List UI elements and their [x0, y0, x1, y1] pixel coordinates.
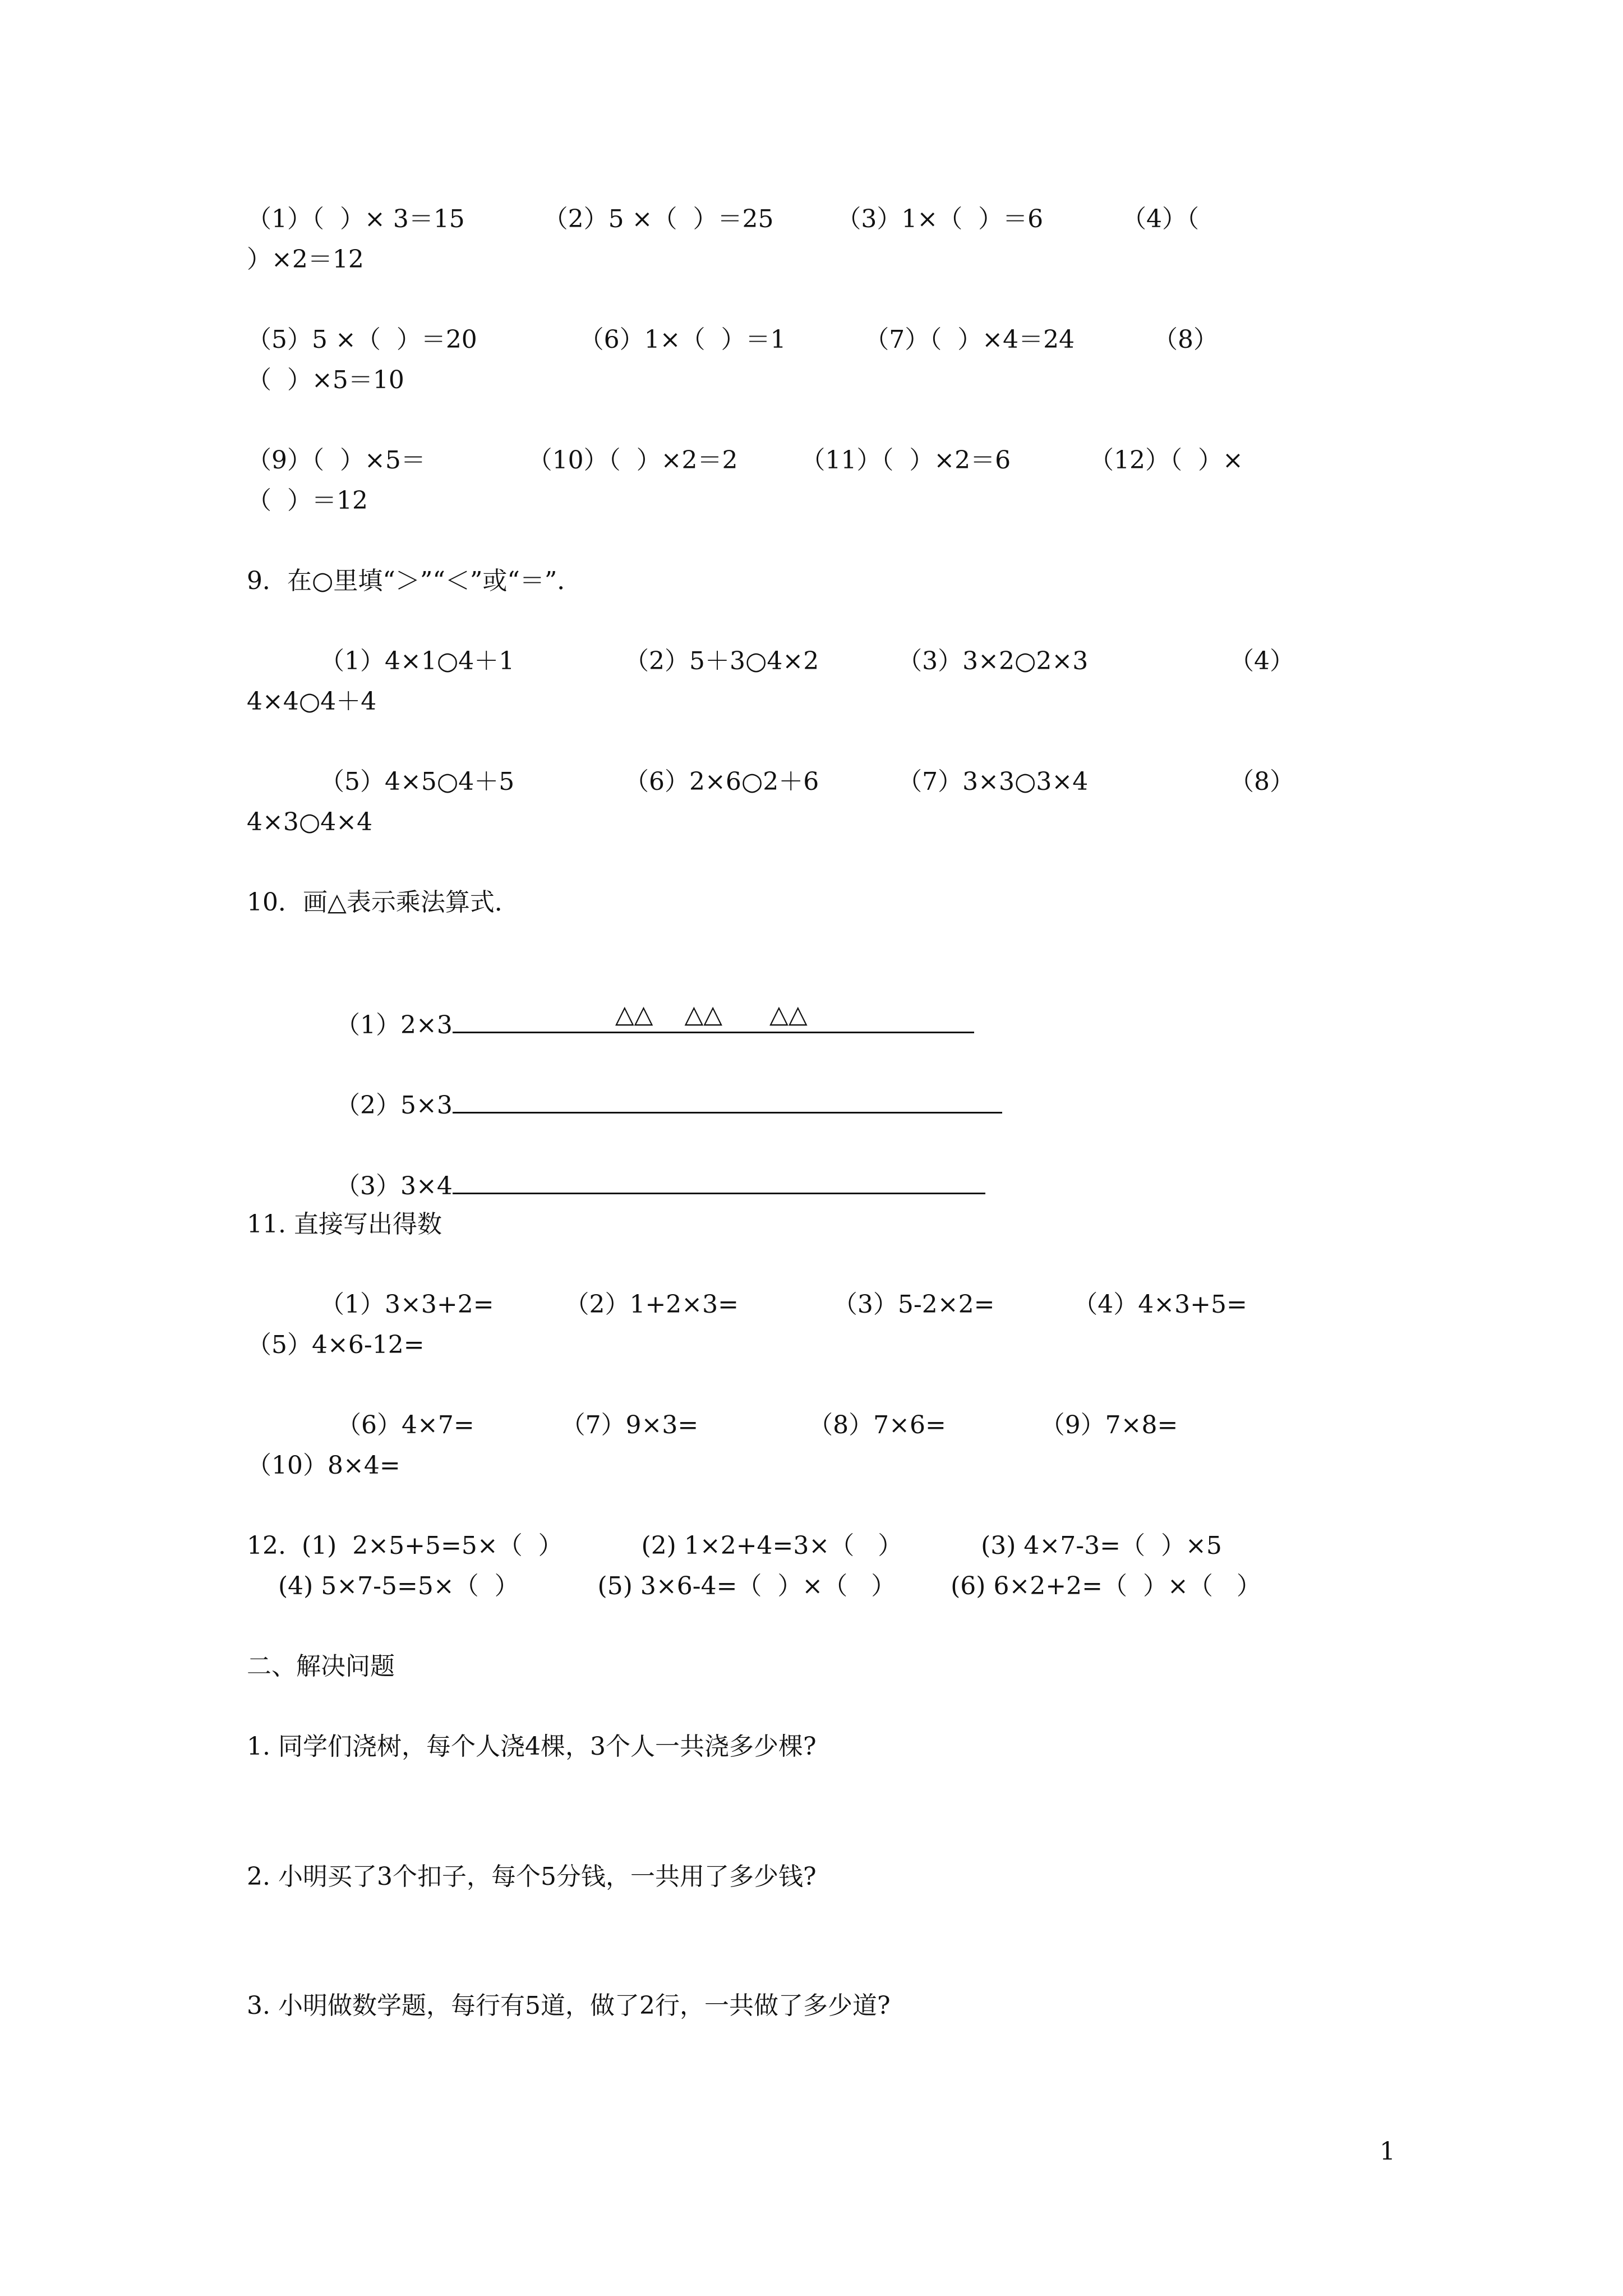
q10-title: 10．画△表示乘法算式．	[247, 888, 519, 917]
q10-item-1-answer-line[interactable]	[453, 1000, 974, 1033]
part2-title: 二、解决问题	[247, 1652, 395, 1681]
page-number: 1	[1380, 2137, 1395, 2166]
q10-item-2-answer-line[interactable]	[453, 1084, 1002, 1114]
q9-row-1-line-1: （1）4×1○4＋1 （2）5＋3○4×2 （3）3×2○2×3 （4）	[320, 647, 1294, 675]
fill-row-2-line-1: （5）5 ×（ ）＝20 （6）1×（ ）＝1 （7）（ ）×4＝24 （8）	[247, 325, 1218, 354]
q9-row-2-line-1: （5）4×5○4＋5 （6）2×6○2＋6 （7）3×3○3×4 （8）	[320, 767, 1294, 796]
q10-item-3-label: （3）3×4	[335, 1172, 453, 1200]
q10-item-2	[320, 1043, 1002, 1126]
q11-row-1-line-1: （1）3×3+2= （2）1+2×3= （3）5-2×2= （4）4×3+5=	[320, 1290, 1247, 1319]
q9-row-2-line-2: 4×3○4×4	[247, 808, 373, 836]
q9-row-1-line-2: 4×4○4＋4	[247, 687, 377, 716]
q10-item-1-label: （1）2×3	[335, 1011, 453, 1039]
q11-title: 11. 直接写出得数	[247, 1210, 442, 1239]
q12-line-1: 12. (1) 2×5+5=5×（ ） (2) 1×2+4=3×（ ） (3) 4×7-3=（ ）×5	[247, 1531, 1222, 1560]
part2-problem-2: 2. 小明买了3个扣子，每个5分钱，一共用了多少钱?	[247, 1862, 817, 1891]
q11-row-2-line-1: （6）4×7= （7）9×3= （8）7×6= （9）7×8=	[336, 1411, 1178, 1439]
q11-row-2-line-2: （10）8×4=	[247, 1451, 400, 1480]
fill-row-1-line-1: （1）（ ）× 3＝15 （2）5 ×（ ）＝25 （3）1×（ ）＝6 （4）（	[247, 205, 1200, 233]
part2-problem-1: 1. 同学们浇树，每个人浇4棵，3个人一共浇多少棵?	[247, 1732, 817, 1761]
q10-item-2-label: （2）5×3	[335, 1091, 453, 1120]
q10-item-3	[320, 1124, 985, 1207]
q10-item-3-answer-line[interactable]	[453, 1165, 985, 1194]
fill-row-2-line-2: （ ）×5＝10	[247, 366, 404, 394]
fill-row-1-line-2: ）×2＝12	[247, 245, 364, 274]
q12-line-2: (4) 5×7-5=5×（ ） (5) 3×6-4=（ ）×（ ） (6) 6×2+2=（ ）×（ ）	[247, 1572, 1261, 1600]
fill-row-3-line-1: （9）（ ）×5＝ （10）（ ）×2＝2 （11）（ ）×2＝6 （12）（ ）×	[247, 446, 1243, 475]
q9-title: 9．在○里填“＞”“＜”或“＝”．	[247, 567, 582, 595]
q11-row-1-line-2: （5）4×6-12=	[247, 1331, 425, 1359]
q10-item-1	[320, 963, 974, 1046]
fill-row-3-line-2: （ ）＝12	[247, 486, 368, 515]
part2-problem-3: 3. 小明做数学题，每行有5道，做了2行，一共做了多少道?	[247, 1991, 891, 2020]
q10-item-1-answer: △△ △△ △△	[615, 1000, 808, 1029]
